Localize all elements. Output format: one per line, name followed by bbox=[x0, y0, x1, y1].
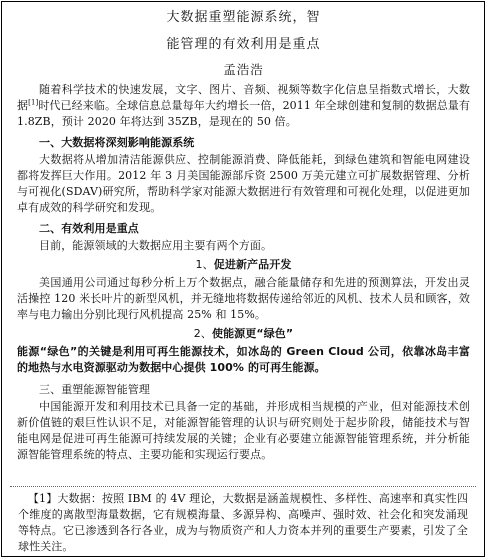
intro-paragraph bbox=[17, 82, 470, 130]
title-line-2: 能管理的有效利用是重点 bbox=[166, 37, 321, 52]
footnote-ref: [1] bbox=[28, 98, 39, 107]
title-line-1: 大数据重塑能源系统，智 bbox=[166, 10, 321, 25]
footnote-text: 【1】大数据：按照 IBM 的 4V 理论，大数据是涵盖规模性、多样性、高速率和真实性四个维度的离散型海量数据，它有规模海量、多源异构、高噪声、强时效、社会化和突发涌现等特点。它已渗透到各行各业，成为与物质资产和人力资本并列的重要生产要素，引发了全球性关注。 bbox=[18, 492, 468, 553]
subsection-2-title: 使能源更“绿色” bbox=[211, 327, 294, 340]
document-page bbox=[1, 1, 485, 557]
subsection-2-body: 能源“绿色”的关键是利用可再生能源技术，如冰岛的 Green Cloud 公司，依靠冰岛丰富的地热与水电资源驱动为数据中心提供 100% 的可再生能源。 bbox=[17, 345, 470, 374]
subsection-1-body: 美国通用公司通过每秒分析上万个数据点，融合能量储存和先进的预测算法，开发出灵活操控 120 米长叶片的新型风机，并无缝地将数据传递给邻近的风机、技术人员和顾客，效率与电力输出分别比现行风机提高 25% 和 15%。 bbox=[17, 276, 470, 321]
subsection-2-heading bbox=[17, 326, 470, 342]
intro-text-1: 随着科学技术的快速发展，文字、图片、音频、视频等数字化信息呈指数式增长，大数据 bbox=[17, 83, 470, 112]
section-2-heading: 二、有效利用是重点 bbox=[39, 222, 139, 235]
footnote-box bbox=[10, 486, 476, 556]
section-1-body: 大数据将从增加清洁能源供应、控制能源消费、降低能耗，到绿色建筑和智能电网建设都将发挥巨大作用。2012 年 3 月美国能源部斥资 2500 万美元建立可扩展数据管理、分析与可视化(SDAV)研究所，帮助科学家对能源大数据进行有效管理和可视化处理，以促进更加卓有成效的科学研究和发现。 bbox=[17, 153, 470, 214]
subsection-1-title: 促进新产品开发 bbox=[213, 258, 292, 271]
subsection-1-prefix: 1、 bbox=[195, 258, 214, 271]
section-3-heading: 三、重塑能源智能管理 bbox=[39, 383, 150, 396]
subsection-1-heading bbox=[17, 257, 470, 273]
intro-text-2: 时代已经来临。全球信息总量每年大约增长一倍，2011 年全球创建和复制的数据总量有 1.8ZB，预计 2020 年将达到 35ZB，是现在的 50 倍。 bbox=[17, 99, 470, 128]
author-name: 孟浩浩 bbox=[223, 62, 264, 77]
section-2-intro: 目前，能源领域的大数据应用主要有两个方面。 bbox=[39, 239, 273, 252]
section-3-body: 中国能源开发和利用技术已具备一定的基础，并形成相当规模的产业，但对能源技术创新价值链的艰巨性认识不足，对能源智能管理的认识与研究则处于起步阶段，储能技术与智能电网是促进可再生能源可持续发展的关键；企业有必要建立能源智能管理系统，并分析能源智能管理系统的特点、主要功能和实现运行要点。 bbox=[17, 400, 470, 461]
section-1-heading: 一、大数据将深刻影响能源系统 bbox=[39, 136, 195, 149]
subsection-2-prefix: 2、 bbox=[193, 327, 212, 340]
